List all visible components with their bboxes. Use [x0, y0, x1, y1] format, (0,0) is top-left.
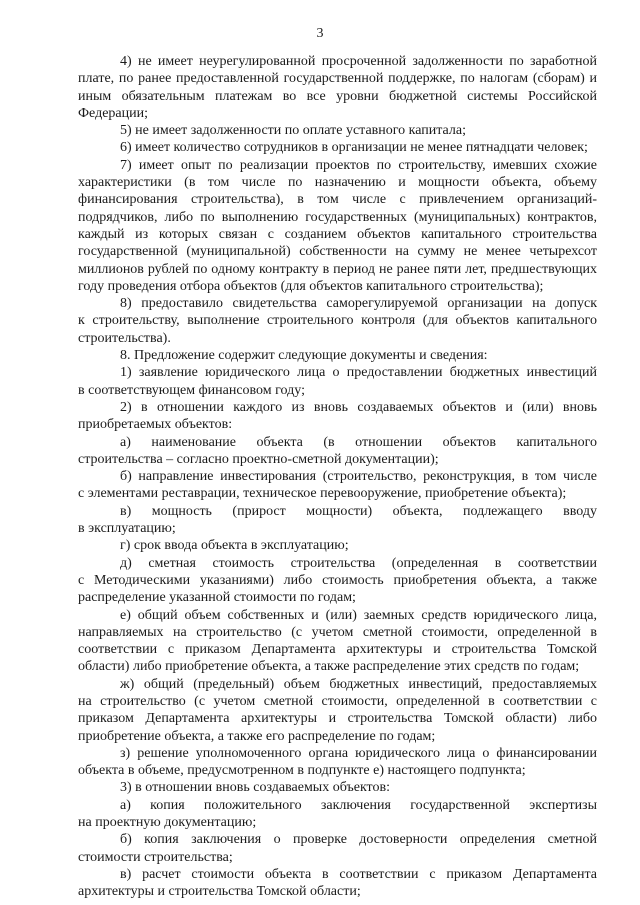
paragraph-first-line: ж) общий (предельный) объем бюджетных инвестиций, предоставляемых [120, 676, 597, 692]
paragraph-continuation: в эксплуатацию; [78, 521, 176, 537]
paragraph-first-line: 3) в отношении вновь создаваемых объектов: [120, 780, 390, 796]
paragraph-continuation: с Методическими указаниями) либо стоимость приобретения объекта, а также распределение указанной стоимости по годам; [78, 572, 597, 606]
paragraph-first-line: 8. Предложение содержит следующие документы и сведения: [120, 348, 488, 364]
paragraph [78, 295, 597, 347]
paragraph-continuation: в соответствующем финансовом году; [78, 382, 305, 398]
paragraph [118, 122, 597, 139]
paragraph-continuation: приобретаемых объектов: [78, 417, 233, 433]
paragraph-continuation: на строительство (с учетом сметной стоимости, определенной в соответствии с приказом Департамента архитектуры и строительства Томской области) либо приобретение объекта, а также его распределение по годам; [78, 693, 597, 744]
paragraph-first-line: 8) предоставило свидетельства саморегулируемой организации на допуск [120, 296, 597, 312]
paragraph [78, 399, 597, 434]
paragraph-first-line: 7) имеет опыт по реализации проектов по строительству, имевших схожие [120, 157, 597, 173]
page-number: 3 [316, 26, 324, 41]
paragraph-first-line: 5) не имеет задолженности по оплате уставного капитала; [120, 123, 466, 139]
paragraph-continuation: плате, по ранее предоставленной государственной поддержке, по налогам (сборам) и иным обязательным платежам во все уровни бюджетной системы Российской Федерации; [78, 71, 597, 121]
paragraph [78, 53, 597, 122]
paragraph [118, 139, 597, 156]
document-body [78, 53, 597, 901]
paragraph-continuation: с элементами реставрации, техническое перевооружение, приобретение объекта); [78, 486, 567, 502]
paragraph-first-line: 1) заявление юридического лица о предоставлении бюджетных инвестиций [120, 365, 597, 381]
paragraph [78, 434, 597, 469]
paragraph [78, 745, 597, 780]
paragraph [78, 797, 597, 832]
paragraph-continuation: на проектную документацию; [78, 815, 257, 831]
paragraph [78, 503, 597, 538]
paragraph-first-line: а) копия положительного заключения государственной экспертизы [120, 797, 597, 813]
paragraph-first-line: г) срок ввода объекта в эксплуатацию; [120, 538, 349, 554]
paragraph-continuation: стоимости строительства; [78, 849, 233, 865]
paragraph [78, 555, 597, 607]
paragraph-continuation: направляемых на строительство (с учетом сметной стоимости, определенной в соответствии с приказом Департамента архитектуры и строительства Томской области) либо приобретение объекта, а также распределение этих средств по годам; [78, 624, 597, 675]
paragraph-first-line: а) наименование объекта (в отношении объектов капитального [120, 434, 597, 450]
paragraph-first-line: д) сметная стоимость строительства (определенная в соответствии [120, 555, 597, 571]
paragraph-first-line: з) решение уполномоченного органа юридического лица о финансировании [120, 745, 597, 761]
paragraph [118, 779, 597, 796]
paragraph-first-line: б) копия заключения о проверке достоверности определения сметной [120, 832, 597, 848]
paragraph [78, 607, 597, 676]
paragraph-continuation: архитектуры и строительства Томской области; [78, 884, 361, 900]
paragraph-first-line: в) расчет стоимости объекта в соответствии с приказом Департамента [120, 866, 597, 882]
paragraph-first-line: 6) имеет количество сотрудников в организации не менее пятнадцати человек; [120, 140, 588, 156]
paragraph-first-line: 4) не имеет неурегулированной просроченной задолженности по заработной [120, 54, 597, 69]
paragraph-first-line: в) мощность (прирост мощности) объекта, подлежащего вводу [120, 503, 597, 519]
paragraph-first-line: 2) в отношении каждого из вновь создаваемых объектов и (или) вновь [120, 399, 597, 415]
paragraph [118, 537, 597, 554]
paragraph [78, 831, 597, 866]
paragraph [78, 364, 597, 399]
paragraph [118, 347, 597, 364]
paragraph [78, 468, 597, 503]
paragraph [78, 157, 597, 295]
paragraph-continuation: строительства – согласно проектно-сметной документации); [78, 451, 439, 467]
paragraph-continuation: к строительству, выполнение строительного контроля (для объектов капитального строительства). [78, 313, 597, 346]
paragraph-continuation: объекта в объеме, предусмотренном в подпункте е) настоящего подпункта; [78, 763, 526, 779]
paragraph-first-line: е) общий объем собственных и (или) заемных средств юридического лица, [120, 607, 597, 623]
paragraph [78, 866, 597, 901]
paragraph-first-line: б) направление инвестирования (строительство, реконструкция, в том числе [120, 469, 597, 485]
paragraph [78, 676, 597, 745]
paragraph-continuation: характеристики (в том числе по назначению и мощности объекта, объему финансирования строительства), в том числе с привлечением организаций-подрядчиков, либо по выполнению государственных (муниципальных) контрактов, каждый из которых связан с созданием объектов капитального строительства государственной (муниципальной) собственности на сумму не менее четырехсот миллионов рублей по одному контракту в период не ранее пяти лет, предшествующих году проведения отбора объектов (для объектов капитального строительства); [78, 175, 597, 294]
